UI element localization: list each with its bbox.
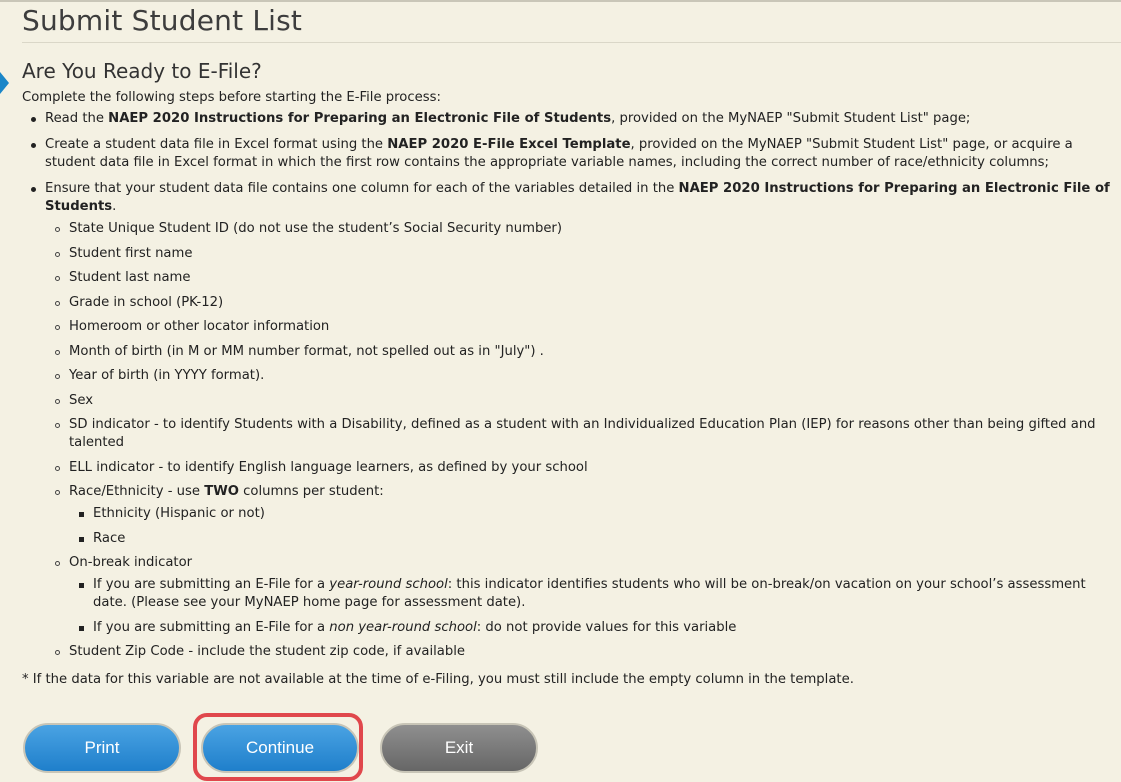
race-ethnicity-columns bbox=[69, 505, 1114, 548]
variable-zip-code: Student Zip Code - include the student zip code, if available bbox=[45, 643, 1114, 661]
step-ensure-doc-title: NAEP 2020 Instructions for Preparing an Electronic File of Students bbox=[45, 181, 1110, 214]
step-ensure-suffix: . bbox=[112, 199, 117, 214]
variable-month-of-birth: Month of birth (in M or MM number format, not spelled out as in "July") . bbox=[45, 343, 1114, 361]
variable-grade: Grade in school (PK-12) bbox=[45, 294, 1114, 312]
on-break-cases bbox=[69, 576, 1114, 637]
year-round-prefix: If you are submitting an E-File for a bbox=[93, 577, 330, 592]
race-ethnicity-suffix: columns per student: bbox=[238, 484, 384, 499]
variable-ell-indicator: ELL indicator - to identify English language learners, as defined by your school bbox=[45, 459, 1114, 477]
section-heading: Are You Ready to E-File? bbox=[22, 59, 262, 83]
column-race: Race bbox=[69, 530, 1114, 548]
page-title: Submit Student List bbox=[22, 4, 303, 37]
variables-list bbox=[45, 220, 1114, 661]
exit-button[interactable]: Exit bbox=[380, 723, 538, 773]
non-year-round-term: non year-round school bbox=[329, 619, 477, 635]
non-year-round-prefix: If you are submitting an E-File for a bbox=[93, 619, 330, 635]
intro-text: Complete the following steps before starting the E-File process: bbox=[22, 90, 441, 105]
instructions-content bbox=[22, 89, 1114, 689]
step-create bbox=[22, 136, 1114, 172]
variable-sd-indicator: SD indicator - to identify Students with a Disability, defined as a student with an Individualized Education Plan (IEP) for reasons other than being gifted and talented bbox=[45, 416, 1114, 452]
step-create-template-title: NAEP 2020 E-File Excel Template bbox=[387, 137, 631, 152]
step-read bbox=[22, 110, 1114, 128]
variable-on-break bbox=[45, 554, 1114, 637]
on-break-label: On-break indicator bbox=[69, 555, 193, 570]
continue-button[interactable]: Continue bbox=[201, 723, 359, 773]
step-ensure bbox=[22, 180, 1114, 661]
step-read-suffix: , provided on the MyNAEP "Submit Student List" page; bbox=[611, 111, 971, 126]
step-create-suffix: , provided on the MyNAEP "Submit Student List" page, or acquire a student data file in Excel format in which the first row contains the appropriate variable names, including the correct number of race/ethnicity columns; bbox=[45, 137, 1073, 170]
race-ethnicity-count: TWO bbox=[204, 484, 239, 499]
variable-sex: Sex bbox=[45, 392, 1114, 410]
print-button[interactable]: Print bbox=[23, 723, 181, 773]
top-rule bbox=[0, 0, 1121, 2]
variable-homeroom: Homeroom or other locator information bbox=[45, 318, 1114, 336]
non-year-round-suffix: : do not provide values for this variable bbox=[476, 619, 737, 635]
on-break-non-year-round bbox=[69, 619, 1114, 637]
variable-race-ethnicity bbox=[45, 483, 1114, 548]
variable-state-id: State Unique Student ID (do not use the student’s Social Security number) bbox=[45, 220, 1114, 238]
step-read-doc-title: NAEP 2020 Instructions for Preparing an Electronic File of Students bbox=[108, 111, 612, 126]
on-break-year-round bbox=[69, 576, 1114, 612]
step-ensure-prefix: Ensure that your student data file contains one column for each of the variables detailed in the bbox=[45, 181, 679, 196]
footnote: * If the data for this variable are not available at the time of e-Filing, you must still include the empty column in the template. bbox=[22, 672, 854, 687]
variable-last-name: Student last name bbox=[45, 269, 1114, 287]
race-ethnicity-prefix: Race/Ethnicity - use bbox=[69, 484, 205, 499]
steps-list bbox=[22, 110, 1114, 661]
year-round-suffix: : this indicator identifies students who will be on-break/on vacation on your school’s assessment date. (Please see your MyNAEP home page for assessment date). bbox=[93, 577, 1086, 610]
title-divider bbox=[22, 42, 1121, 43]
variable-first-name: Student first name bbox=[45, 245, 1114, 263]
column-ethnicity: Ethnicity (Hispanic or not) bbox=[69, 505, 1114, 523]
variable-year-of-birth: Year of birth (in YYYY format). bbox=[45, 367, 1114, 385]
step-read-prefix: Read the bbox=[45, 111, 109, 126]
year-round-term: year-round school bbox=[329, 577, 448, 592]
step-create-prefix: Create a student data file in Excel format using the bbox=[45, 137, 388, 152]
section-marker-arrow-icon bbox=[0, 72, 9, 94]
